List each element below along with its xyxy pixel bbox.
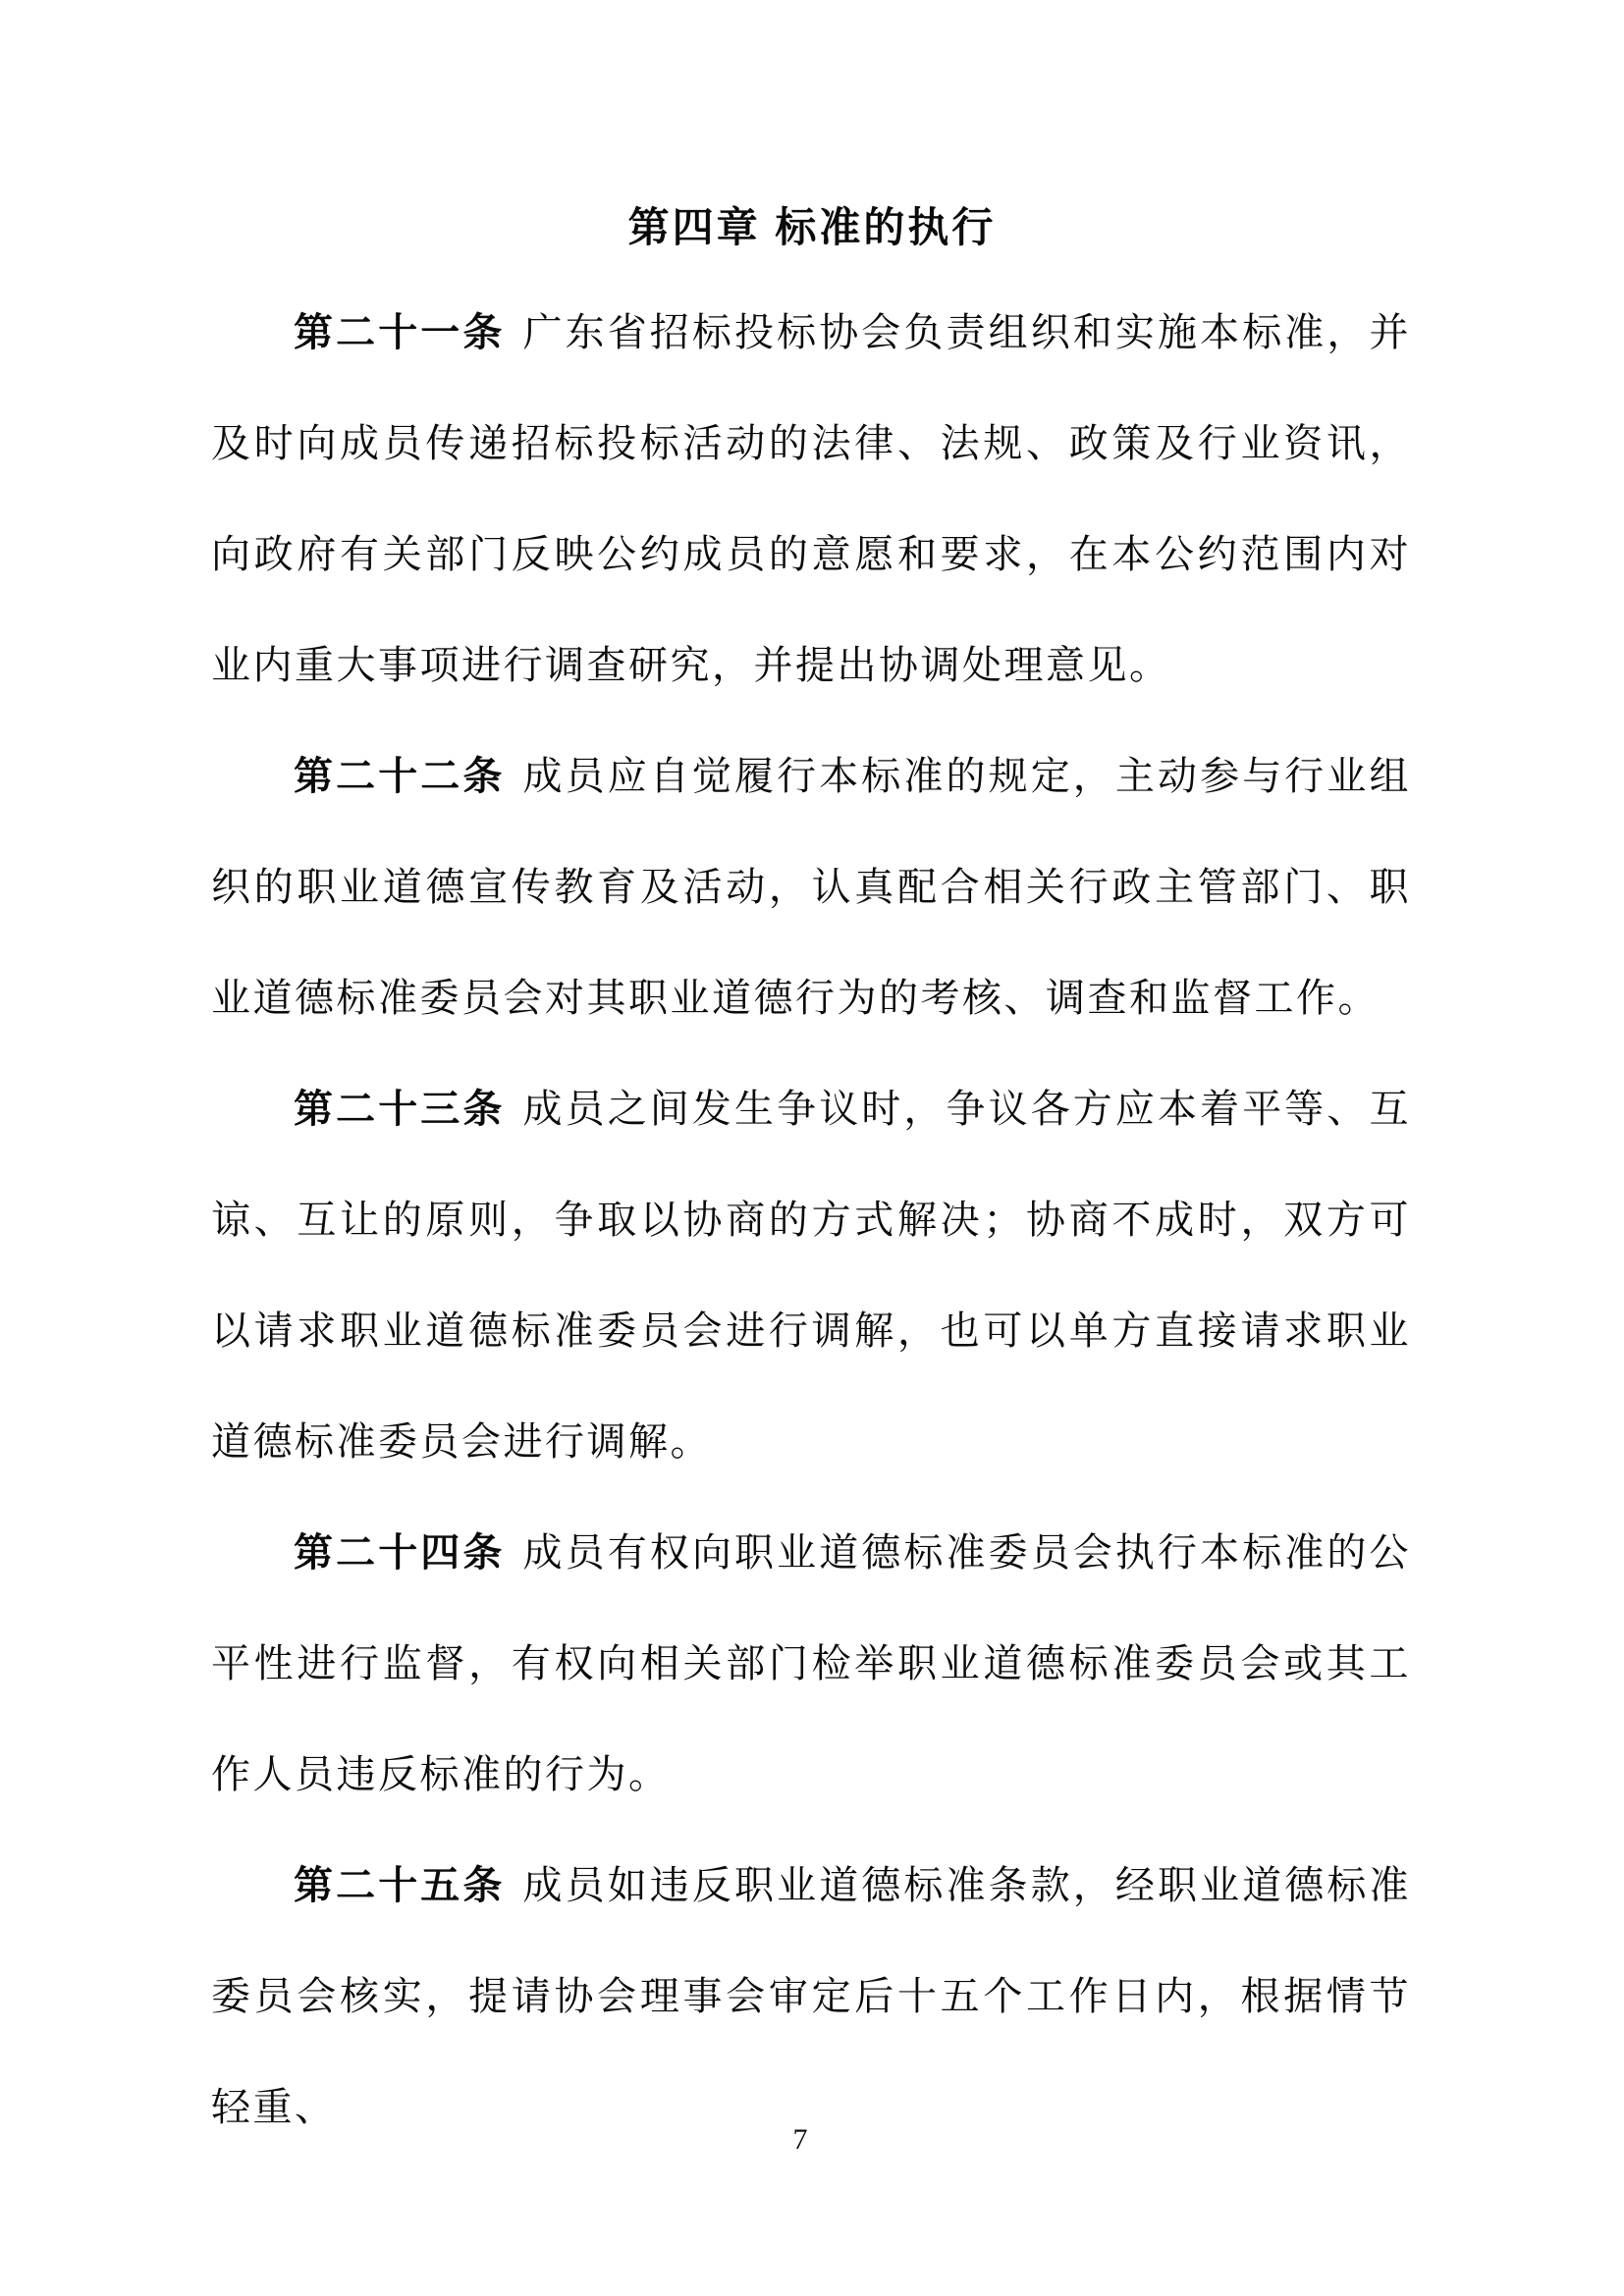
article-text: 成员有权向职业道德标准委员会执行本标准的公平性进行监督，有权向相关部门检举职业道德标准委员会或其工作人员违反标准的行为。 bbox=[211, 1531, 1411, 1796]
article-number: 第二十五条 bbox=[294, 1864, 506, 1907]
article-text: 成员应自觉履行本标准的规定，主动参与行业组织的职业道德宣传教育及活动，认真配合相关行政主管部门、职业道德标准委员会对其职业道德行为的考核、调查和监督工作。 bbox=[211, 755, 1411, 1020]
article-number: 第二十一条 bbox=[294, 311, 506, 354]
chapter-title: 第四章 标准的执行 bbox=[627, 204, 997, 250]
article-paragraph bbox=[211, 1831, 1411, 2163]
article-paragraph bbox=[211, 1498, 1411, 1831]
article-text: 成员如违反职业道德标准条款，经职业道德标准委员会核实，提请协会理事会审定后十五个工作日内，根据情节轻重、 bbox=[211, 1864, 1411, 2129]
article-paragraph bbox=[211, 278, 1411, 721]
article-text: 成员之间发生争议时，争议各方应本着平等、互谅、互让的原则，争取以协商的方式解决；协商不成时，双方可以请求职业道德标准委员会进行调解，也可以单方直接请求职业道德标准委员会进行调解。 bbox=[211, 1088, 1411, 1464]
article-number: 第二十三条 bbox=[294, 1088, 506, 1131]
article-number: 第二十二条 bbox=[294, 755, 506, 798]
page-number: 7 bbox=[792, 2123, 808, 2156]
article-paragraph bbox=[211, 721, 1411, 1054]
article-paragraph bbox=[211, 1054, 1411, 1498]
article-text: 广东省招标投标协会负责组织和实施本标准，并及时向成员传递招标投标活动的法律、法规、政策及行业资讯，向政府有关部门反映公约成员的意愿和要求，在本公约范围内对业内重大事项进行调查研究，并提出协调处理意见。 bbox=[211, 311, 1411, 687]
document-body bbox=[211, 278, 1411, 2163]
article-number: 第二十四条 bbox=[294, 1531, 506, 1575]
